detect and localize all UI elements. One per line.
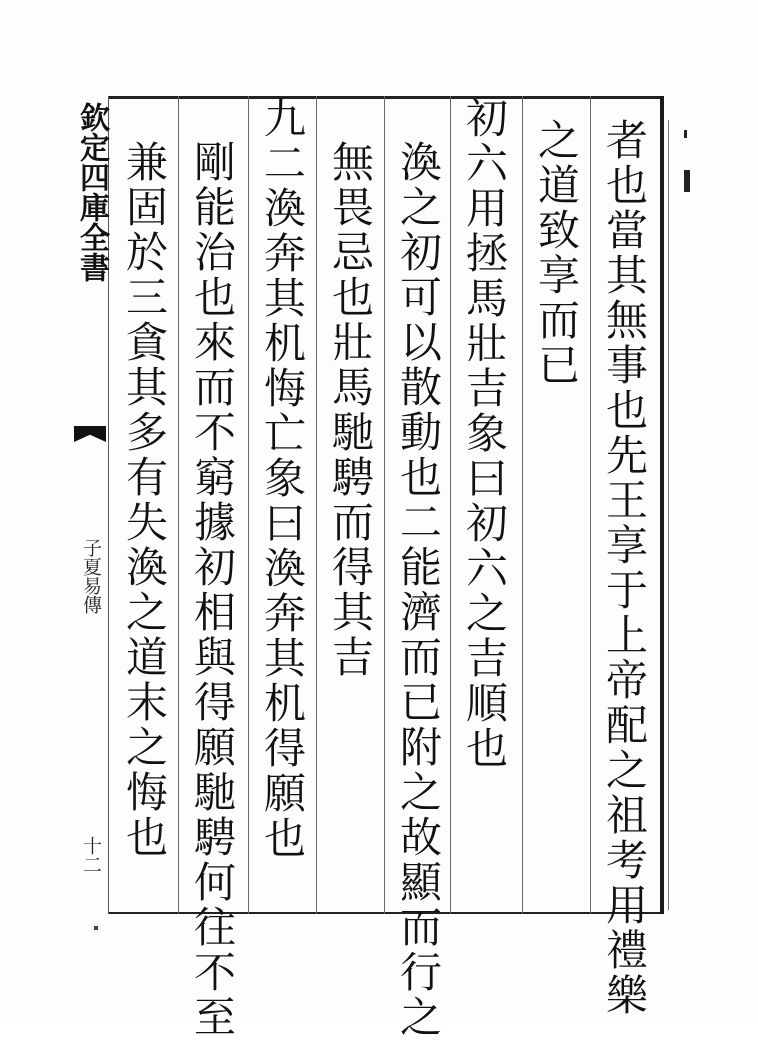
column-divider <box>384 96 385 914</box>
scan-blemish <box>684 130 687 138</box>
scan-blemish <box>684 170 690 192</box>
text-column-2: 之道致享而已 <box>532 118 581 388</box>
page-margin <box>72 96 108 914</box>
margin-book-title: 子夏易傳 <box>80 538 102 614</box>
frame-right-outer-line <box>668 120 669 910</box>
column-divider <box>450 96 451 914</box>
frame-right-border <box>660 96 664 914</box>
column-divider <box>248 96 249 914</box>
text-column-8: 兼固於三貪其多有失渙之道末之悔也 <box>120 140 169 860</box>
column-divider <box>316 96 317 914</box>
text-column-7: 剛能治也來而不窮據初相與得願馳騁何往不至 <box>188 140 237 1040</box>
text-column-6: 九二渙奔其机悔亡象曰渙奔其机得願也 <box>258 96 307 861</box>
text-column-5: 無畏忌也壯馬馳騁而得其吉 <box>326 140 375 680</box>
frame-top-border <box>108 96 663 99</box>
column-divider <box>178 96 179 914</box>
fishtail-ornament <box>74 426 106 442</box>
margin-page-number: 十二 <box>80 836 102 874</box>
text-column-3: 初六用拯馬壯吉象曰初六之吉順也 <box>460 96 509 771</box>
margin-dot <box>94 926 98 930</box>
text-column-1: 者也當其無事也先王享于上帝配之祖考用禮樂 <box>600 118 649 1018</box>
column-divider <box>590 96 591 914</box>
text-column-4: 渙之初可以散動也二能濟而已附之故顯而行之 <box>394 140 443 1040</box>
column-divider <box>522 96 523 914</box>
margin-series-title: 欽定四庫全書 <box>74 102 109 282</box>
